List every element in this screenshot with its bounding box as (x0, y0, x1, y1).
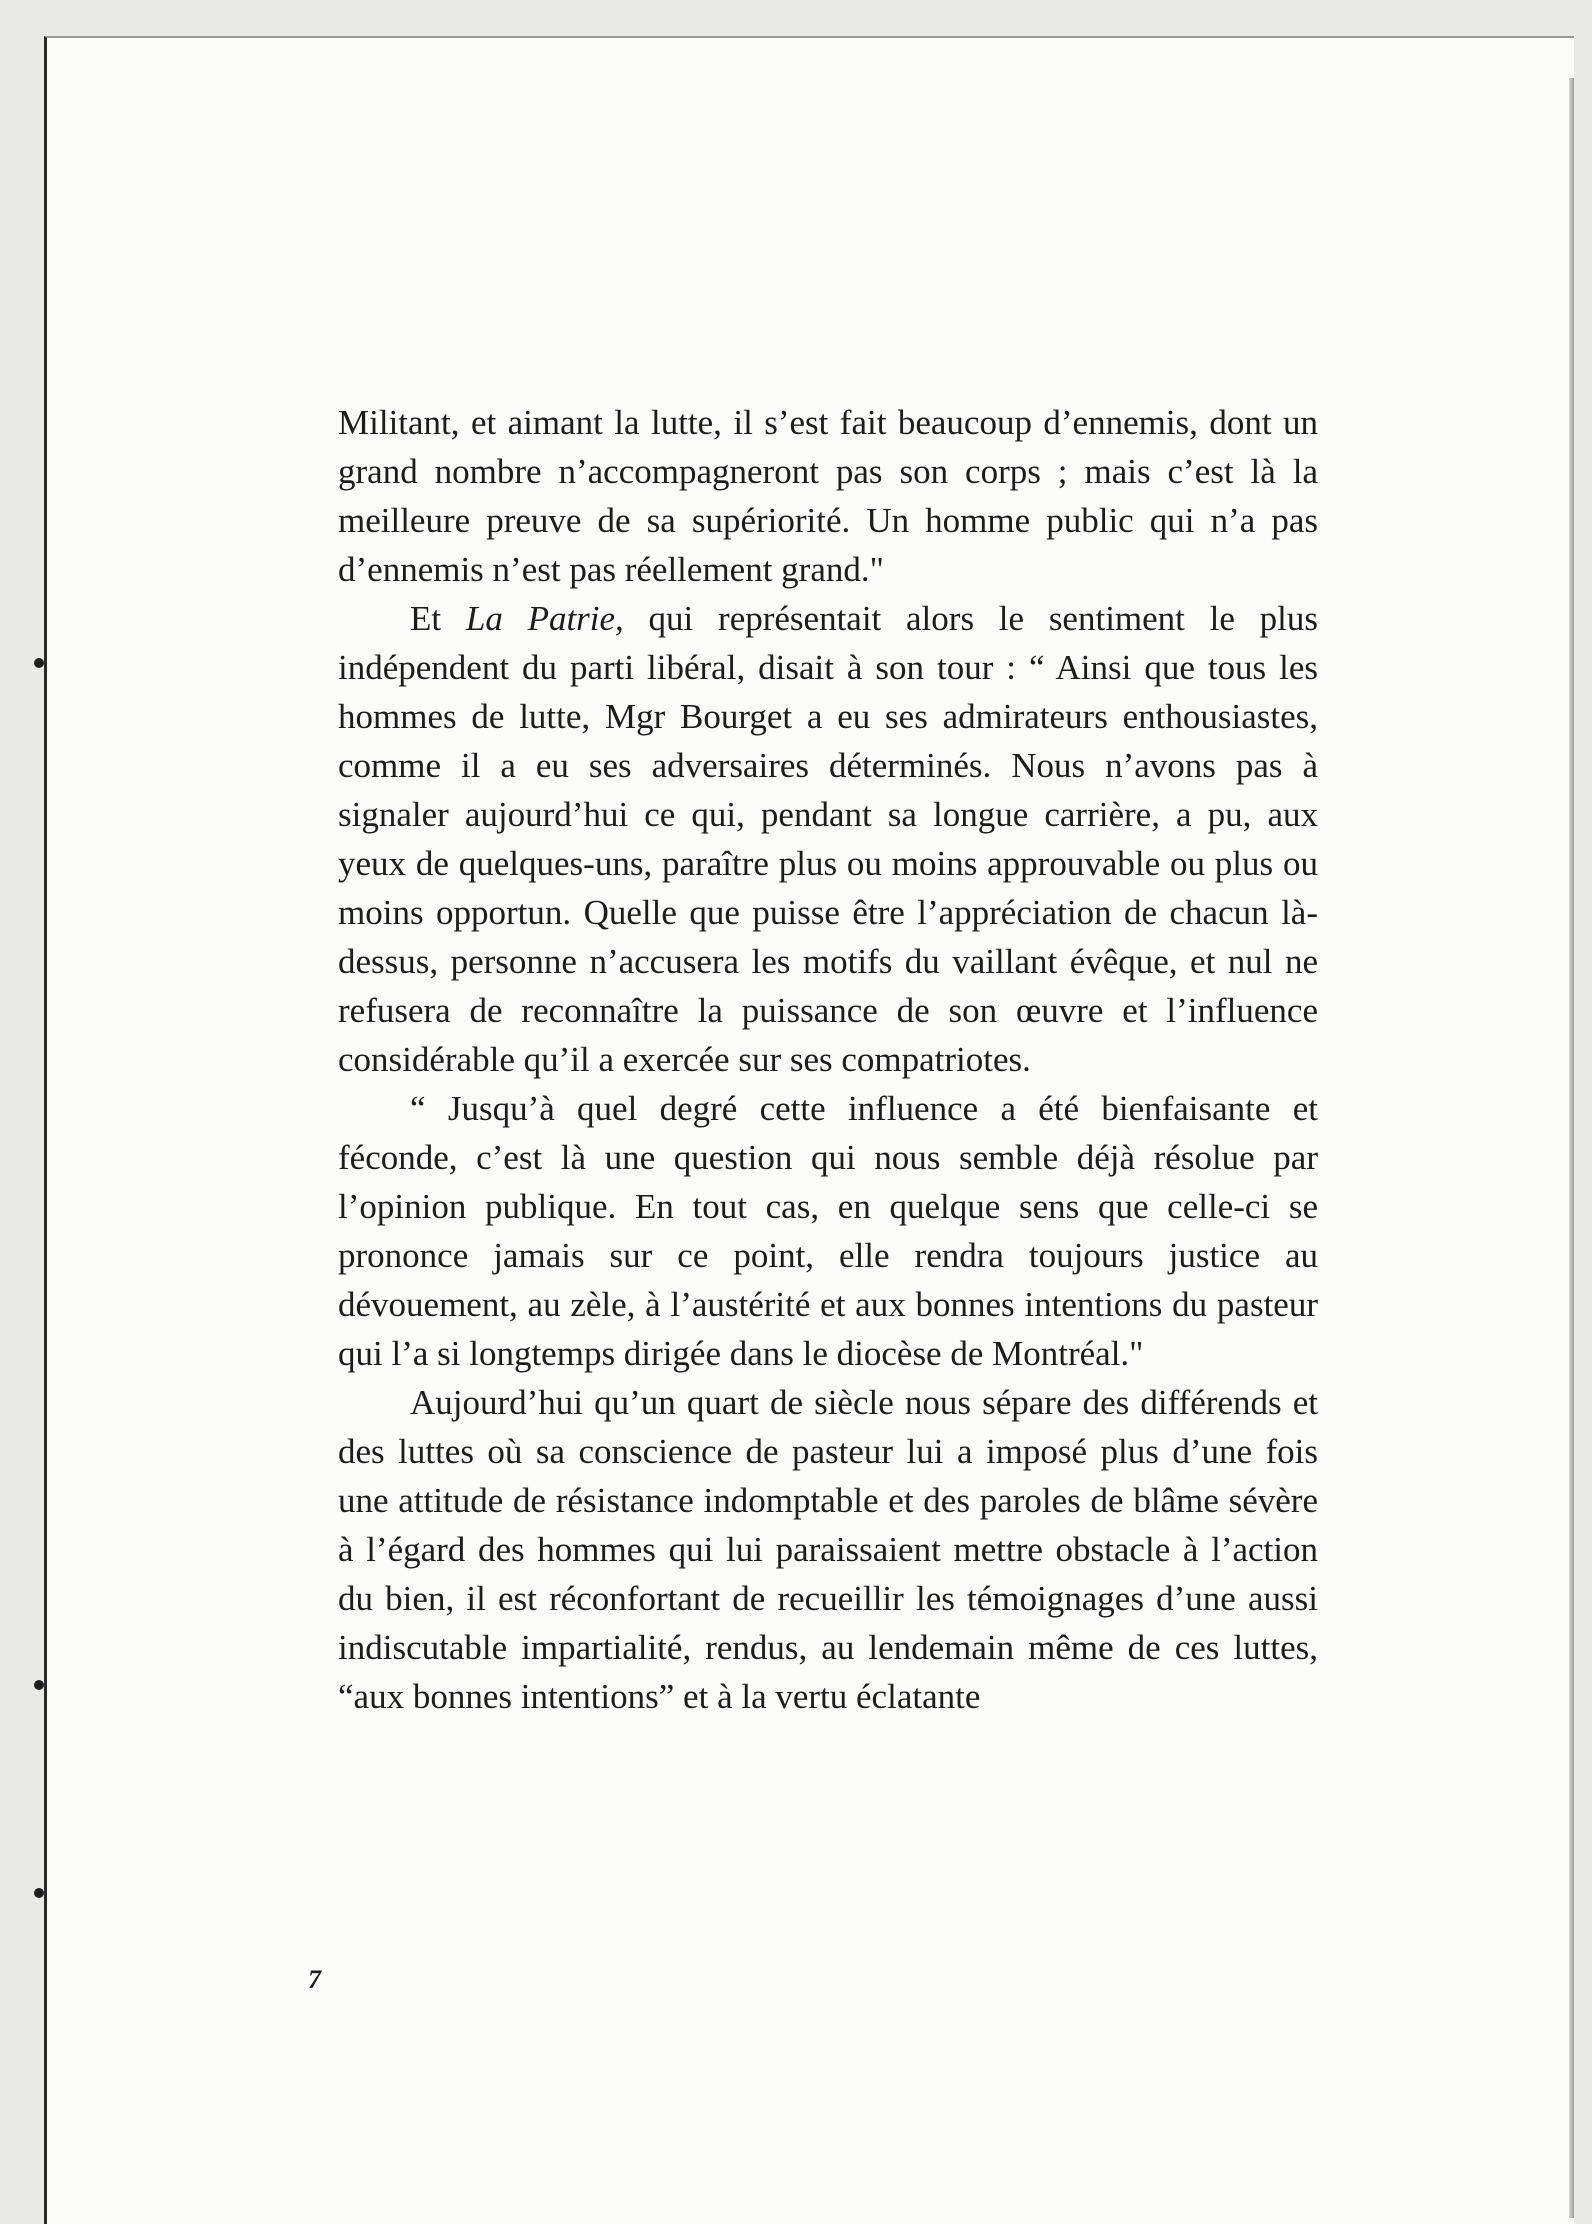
page-number: 7 (308, 1965, 321, 1994)
body-text (338, 398, 1318, 1721)
paragraph-la-patrie-lead: Et (410, 599, 466, 638)
page-edge-shadow (1569, 78, 1574, 2218)
binding-hole-mark (34, 1680, 44, 1690)
paragraph-influence-quote: “ Jusqu’à quel degré cette influence a été bienfaisante et féconde, c’est là une question qui nous semble déjà résolue par l’opinion publique. En tout cas, en quelque sens que celle-ci se prononce jamais sur ce point, elle rendra toujours justice au dévouement, au zèle, à l’austérité et aux bonnes intentions du pasteur qui l’a si longtemps dirigée dans le diocèse de Montréal." (338, 1089, 1318, 1373)
paragraph-aujourdhui: Aujourd’hui qu’un quart de siècle nous sépare des différends et des luttes où sa conscience de pasteur lui a imposé plus d’une fois une attitude de résistance indomptable et des paroles de blâme sévère à l’égard des hommes qui lui paraissaient mettre obstacle à l’action du bien, il est réconfortant de recueillir les témoignages d’une aussi indiscutable impartialité, rendus, au lendemain même de ces luttes, “aux bonnes intentions” et à la vertu éclatante (338, 1383, 1318, 1716)
newspaper-title: La Patrie, (465, 599, 624, 638)
paragraph-militant: Militant, et aimant la lutte, il s’est fait beaucoup d’ennemis, dont un grand nombre n’accompagneront pas son corps ; mais c’est là la meilleure preuve de sa supériorité. Un homme public qui n’a pas d’ennemis n’est pas réellement grand." (338, 403, 1318, 589)
paragraph-la-patrie (338, 594, 1318, 1084)
paragraph-la-patrie-body: qui représentait alors le sentiment le plus indépendent du parti libéral, disait à son tour : “ Ainsi que tous les hommes de lutte, Mgr Bourget a eu ses admirateurs enthousiastes, comme il a eu ses adversaires déterminés. Nous n’avons pas à signaler aujourd’hui ce qui, pendant sa longue carrière, a pu, aux yeux de quelques-uns, paraître plus ou moins approuvable ou plus ou moins opportun. Quelle que puisse être l’appréciation de chacun là-dessus, personne n’accusera les motifs du vaillant évêque, et nul ne refusera de reconnaître la puissance de son œuvre et l’influence considérable qu’il a exercée sur ses compatriotes. (338, 599, 1319, 1079)
binding-hole-mark (34, 1888, 44, 1898)
binding-hole-mark (34, 658, 44, 668)
